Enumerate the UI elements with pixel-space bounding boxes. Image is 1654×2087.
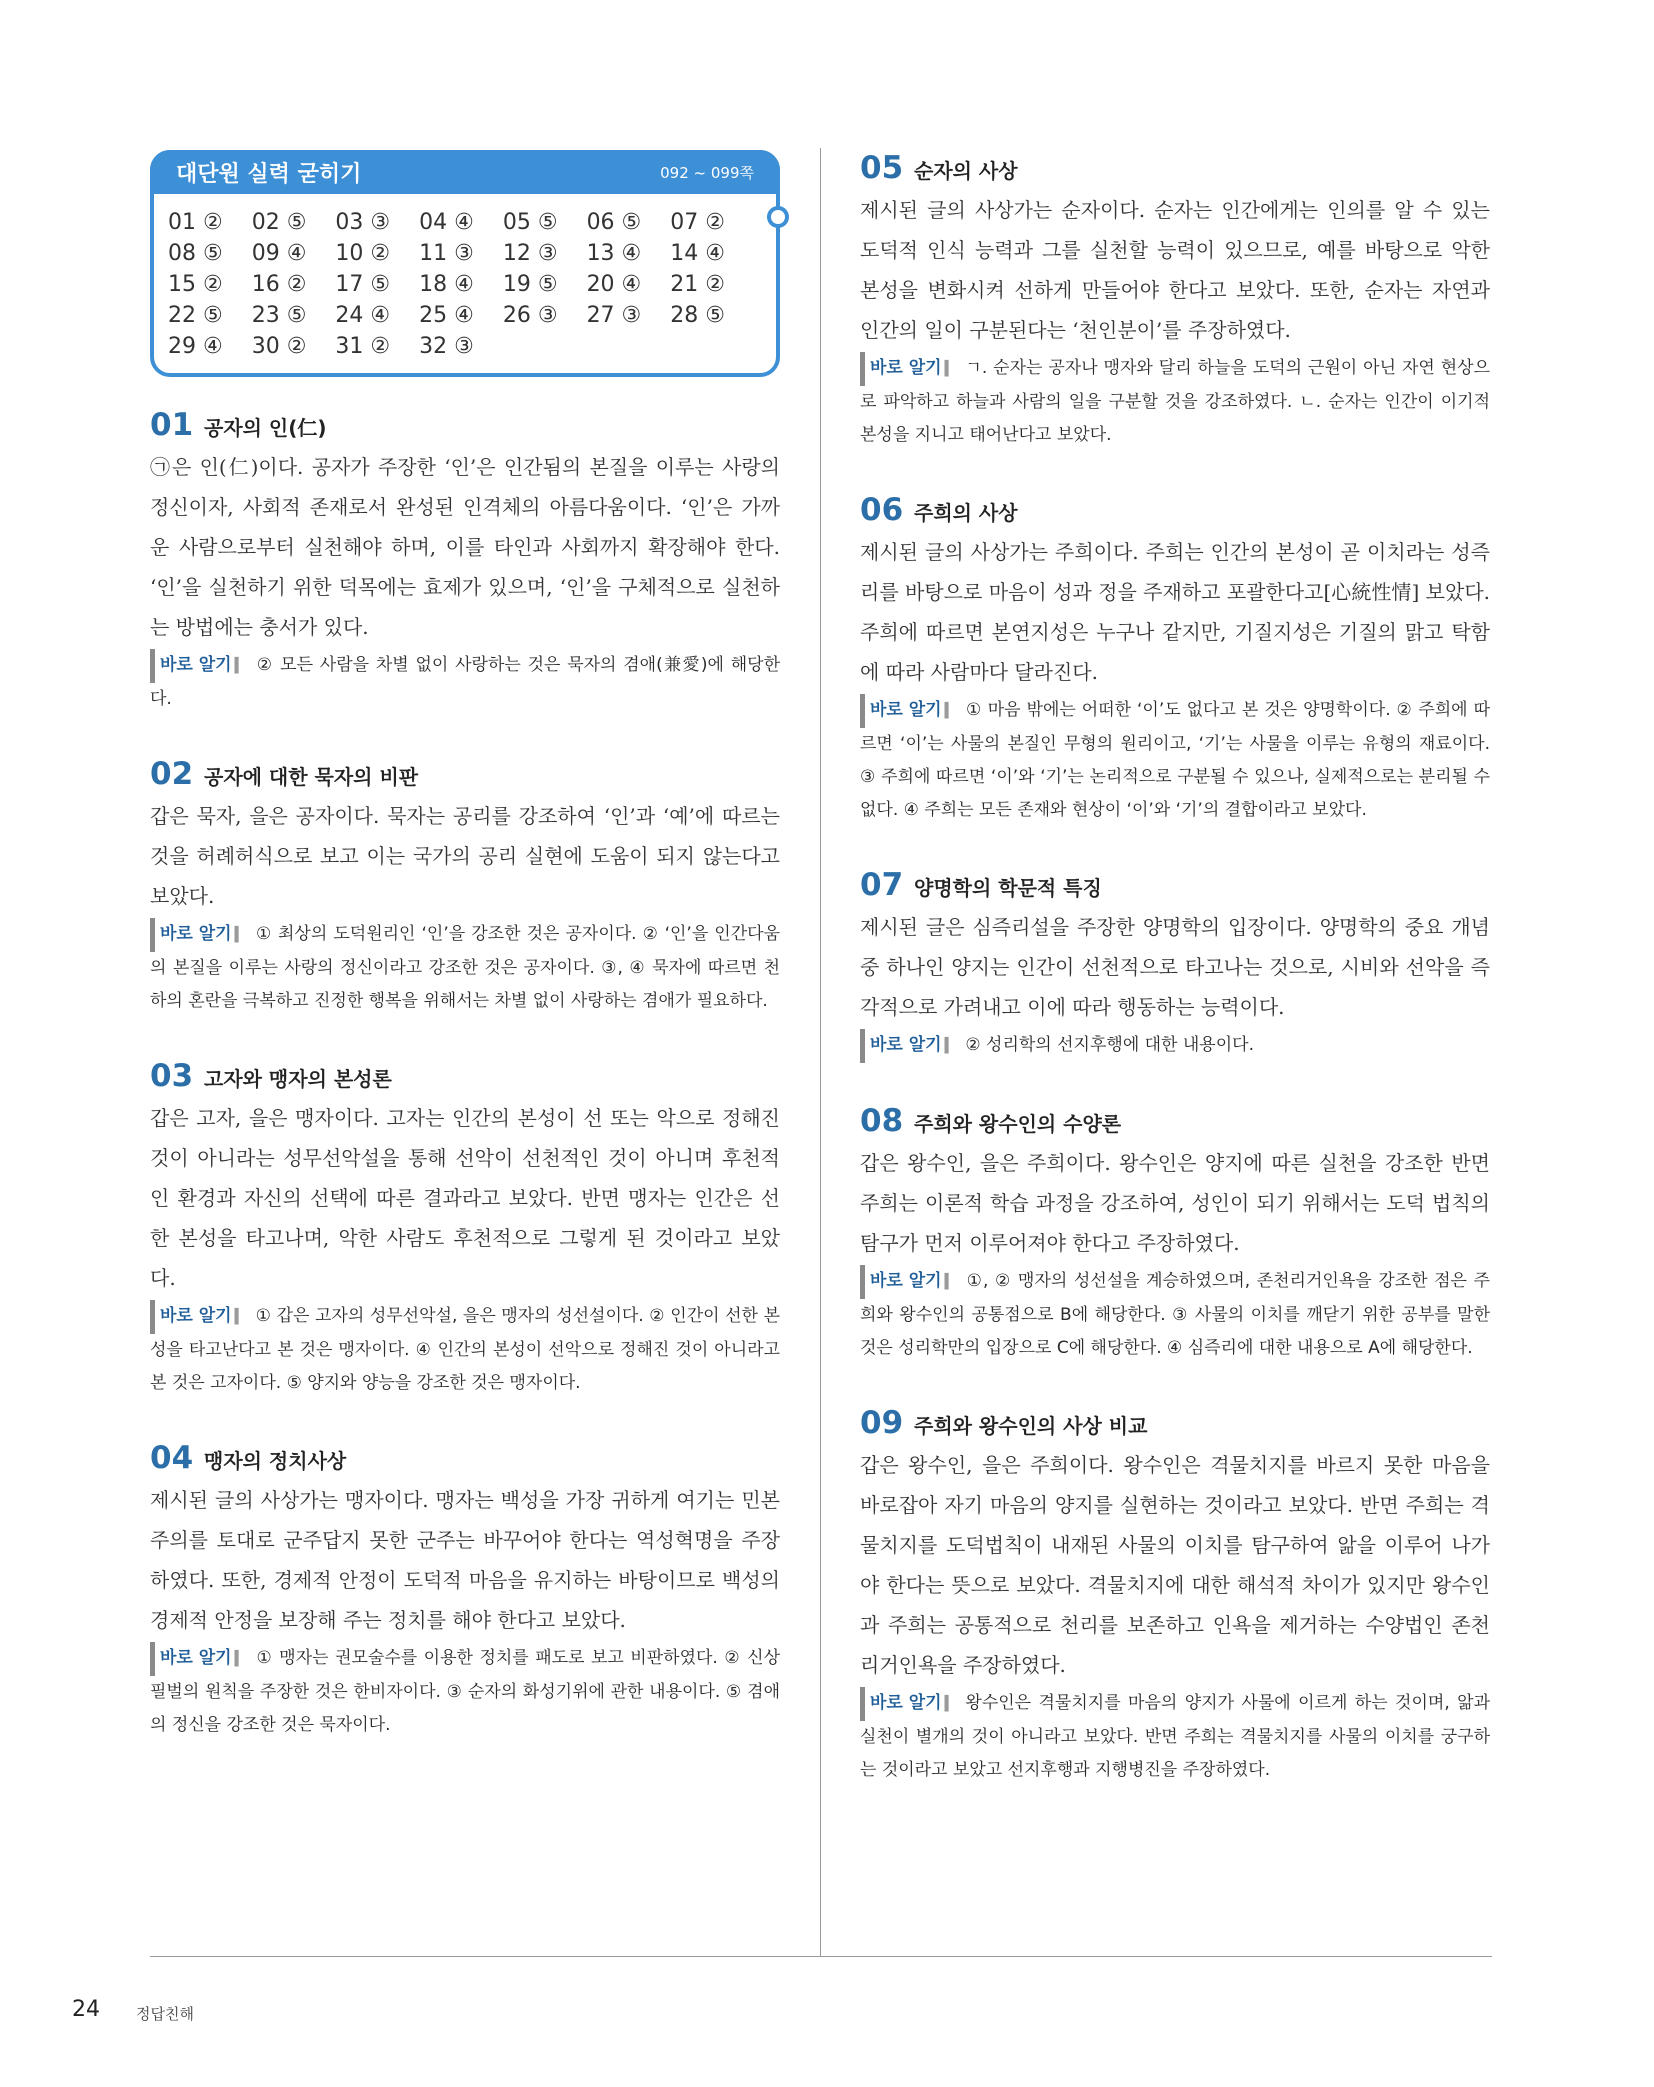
answer-item: 06 ⑤	[586, 210, 642, 235]
section-note	[150, 1300, 780, 1400]
section-note	[860, 1687, 1490, 1787]
answer-item: 13 ④	[586, 241, 642, 266]
answer-item: 24 ④	[335, 303, 391, 328]
answer-item: 25 ④	[419, 303, 474, 328]
section-title: 양명학의 학문적 특징	[914, 876, 1102, 900]
answer-section	[150, 1058, 780, 1400]
answer-grid	[168, 210, 754, 359]
section-number: 07	[860, 867, 904, 903]
section-title: 맹자의 정치사상	[204, 1449, 347, 1473]
answer-section	[860, 1103, 1490, 1365]
section-header	[860, 1103, 1490, 1139]
answer-box-header	[150, 150, 780, 194]
section-body: 갑은 묵자, 을은 공자이다. 묵자는 공리를 강조하여 ‘인’과 ‘예’에 따르는 것을 허례허식으로 보고 이는 국가의 공리 실현에 도움이 되지 않는다고 보았다.	[150, 804, 780, 908]
note-text: 왕수인은 격물치지를 마음의 양지가 사물에 이르게 하는 것이며, 앎과 실천이 별개의 것이 아니라고 보았다. 반면 주희는 격물치지를 사물의 이치를 궁구하는 것이라고 보았고 선지후행과 지행병진을 주장하였다.	[860, 1693, 1490, 1780]
ring-icon	[767, 206, 789, 228]
section-note	[150, 1642, 780, 1742]
answer-item: 21 ②	[670, 272, 725, 297]
section-title: 고자와 맹자의 본성론	[204, 1067, 392, 1091]
answer-item: 15 ②	[168, 272, 223, 297]
note-text: ② 모든 사람을 차별 없이 사랑하는 것은 묵자의 겸애(兼愛)에 해당한다.	[150, 655, 780, 709]
section-number: 05	[860, 150, 904, 186]
note-text: ② 성리학의 선지후행에 대한 내용이다.	[965, 1035, 1254, 1055]
right-column	[860, 150, 1490, 1827]
section-header	[860, 492, 1490, 528]
bottom-rule	[150, 1956, 1492, 1957]
answer-item: 02 ⑤	[251, 210, 307, 235]
section-header	[150, 1440, 780, 1476]
answer-box-title: 대단원 실력 굳히기	[176, 162, 362, 187]
section-note	[150, 649, 780, 716]
left-sections	[150, 407, 780, 1742]
section-note	[860, 1265, 1490, 1365]
answer-item: 03 ③	[335, 210, 391, 235]
answer-item: 29 ④	[168, 334, 223, 359]
answer-item: 04 ④	[419, 210, 474, 235]
section-number: 08	[860, 1103, 904, 1139]
section-number: 02	[150, 756, 194, 792]
answer-item: 07 ②	[670, 210, 725, 235]
section-body: 제시된 글의 사상가는 맹자이다. 맹자는 백성을 가장 귀하게 여기는 민본주의를 토대로 군주답지 못한 군주는 바꾸어야 한다는 역성혁명을 주장하였다. 또한, 경제적 안정이 도덕적 마음을 유지하는 바탕이므로 백성의 경제적 안정을 보장해 주는 정치를 해야 한다고 보았다.	[150, 1488, 780, 1632]
answer-item: 23 ⑤	[251, 303, 307, 328]
section-title: 주희의 사상	[914, 501, 1018, 525]
section-note	[860, 1029, 1490, 1063]
answer-item: 28 ⑤	[670, 303, 725, 328]
answer-item: 05 ⑤	[502, 210, 558, 235]
answer-item: 30 ②	[251, 334, 307, 359]
answer-section	[860, 150, 1490, 452]
note-label: 바로 알기 ▍	[860, 1029, 955, 1063]
section-title: 순자의 사상	[914, 159, 1018, 183]
note-label: 바로 알기 ▍	[150, 918, 245, 952]
answer-item: 10 ②	[335, 241, 391, 266]
section-title: 공자의 인(仁)	[204, 416, 327, 440]
section-note	[860, 352, 1490, 452]
page-number: 24	[72, 1997, 100, 2022]
answer-section	[150, 1440, 780, 1742]
section-number: 01	[150, 407, 194, 443]
note-label: 바로 알기 ▍	[860, 694, 955, 728]
note-label: 바로 알기 ▍	[150, 1642, 245, 1676]
section-body: ㉠은 인(仁)이다. 공자가 주장한 ‘인’은 인간됨의 본질을 이루는 사랑의 정신이자, 사회적 존재로서 완성된 인격체의 아름다움이다. ‘인’은 가까운 사람으로부터 실천해야 하며, 이를 타인과 사회까지 확장해야 한다. ‘인’을 실천하기 위한 덕목에는 효제가 있으며, ‘인’을 구체적으로 실천하는 방법에는 충서가 있다.	[150, 455, 780, 639]
answer-section	[860, 492, 1490, 827]
note-text: ① 갑은 고자의 성무선악설, 을은 맹자의 성선설이다. ② 인간이 선한 본성을 타고난다고 본 것은 맹자이다. ④ 인간의 본성이 선악으로 정해진 것이 아니라고 본 것은 고자이다. ⑤ 양지와 양능을 강조한 것은 맹자이다.	[150, 1306, 780, 1393]
answer-item: 26 ③	[502, 303, 558, 328]
note-text: ① 맹자는 권모술수를 이용한 정치를 패도로 보고 비판하였다. ② 신상필벌의 원칙을 주장한 것은 한비자이다. ③ 순자의 화성기위에 관한 내용이다. ⑤ 겸애의 정신을 강조한 것은 묵자이다.	[150, 1648, 780, 1735]
section-note	[150, 918, 780, 1018]
section-body: 갑은 고자, 을은 맹자이다. 고자는 인간의 본성이 선 또는 악으로 정해진 것이 아니라는 성무선악설을 통해 선악이 선천적인 것이 아니며 후천적인 환경과 자신의 선택에 따른 결과라고 보았다. 반면 맹자는 인간은 선한 본성을 타고나며, 악한 사람도 후천적으로 그렇게 된 것이라고 보았다.	[150, 1106, 780, 1290]
section-header	[150, 756, 780, 792]
answer-item: 12 ③	[502, 241, 558, 266]
note-label: 바로 알기 ▍	[860, 1265, 955, 1299]
answer-item: 22 ⑤	[168, 303, 223, 328]
section-body: 제시된 글의 사상가는 주희이다. 주희는 인간의 본성이 곧 이치라는 성즉리를 바탕으로 마음이 성과 정을 주재하고 포괄한다고[心統性情] 보았다. 주희에 따르면 본연지성은 누구나 같지만, 기질지성은 기질의 맑고 탁함에 따라 사람마다 달라진다.	[860, 540, 1490, 684]
answer-box-pages: 092 ~ 099쪽	[660, 164, 754, 182]
answer-item: 31 ②	[335, 334, 391, 359]
note-label: 바로 알기 ▍	[150, 1300, 245, 1334]
note-label: 바로 알기 ▍	[150, 649, 245, 683]
answer-item: 27 ③	[586, 303, 642, 328]
note-text: ① 최상의 도덕원리인 ‘인’을 강조한 것은 공자이다. ② ‘인’을 인간다움의 본질을 이루는 사랑의 정신이라고 강조한 것은 공자이다. ③, ④ 묵자에 따르면 천하의 혼란을 극복하고 진정한 행복을 위해서는 차별 없이 사랑하는 겸애가 필요하다.	[150, 924, 780, 1011]
column-divider	[820, 148, 821, 1956]
answer-item: 14 ④	[670, 241, 725, 266]
note-label: 바로 알기 ▍	[860, 352, 955, 386]
section-body: 제시된 글은 심즉리설을 주장한 양명학의 입장이다. 양명학의 중요 개념 중 하나인 양지는 인간이 선천적으로 타고나는 것으로, 시비와 선악을 즉각적으로 가려내고 이에 따라 행동하는 능력이다.	[860, 915, 1490, 1019]
section-note	[860, 694, 1490, 827]
section-number: 09	[860, 1405, 904, 1441]
section-title: 공자에 대한 묵자의 비판	[204, 765, 419, 789]
section-header	[860, 150, 1490, 186]
answer-item: 11 ③	[419, 241, 474, 266]
section-number: 03	[150, 1058, 194, 1094]
note-text: ㄱ. 순자는 공자나 맹자와 달리 하늘을 도덕의 근원이 아닌 자연 현상으로 파악하고 하늘과 사람의 일을 구분할 것을 강조하였다. ㄴ. 순자는 인간이 이기적 본성을 지니고 태어난다고 보았다.	[860, 358, 1490, 445]
left-column	[150, 150, 780, 1782]
answer-section	[150, 756, 780, 1018]
section-header	[860, 1405, 1490, 1441]
answer-section	[860, 1405, 1490, 1787]
answer-item: 16 ②	[251, 272, 307, 297]
section-body: 갑은 왕수인, 을은 주희이다. 왕수인은 격물치지를 바르지 못한 마음을 바로잡아 자기 마음의 양지를 실현하는 것이라고 보았다. 반면 주희는 격물치지를 도덕법칙이 내재된 사물의 이치를 탐구하여 앎을 이루어 나가야 한다는 뜻으로 보았다. 격물치지에 대한 해석적 차이가 있지만 왕수인과 주희는 공통적으로 천리를 보존하고 인욕을 제거하는 수양법인 존천리거인욕을 주장하였다.	[860, 1453, 1490, 1677]
answer-item: 20 ④	[586, 272, 642, 297]
answer-item: 18 ④	[419, 272, 474, 297]
section-body: 제시된 글의 사상가는 순자이다. 순자는 인간에게는 인의를 알 수 있는 도덕적 인식 능력과 그를 실천할 능력이 있으므로, 예를 바탕으로 악한 본성을 변화시켜 선하게 만들어야 한다고 보았다. 또한, 순자는 자연과 인간의 일이 구분된다는 ‘천인분이’를 주장하였다.	[860, 198, 1490, 342]
section-number: 04	[150, 1440, 194, 1476]
section-title: 주희와 왕수인의 수양론	[914, 1112, 1122, 1136]
footer-label: 정답친해	[136, 2005, 194, 2023]
section-body: 갑은 왕수인, 을은 주희이다. 왕수인은 양지에 따른 실천을 강조한 반면 주희는 이론적 학습 과정을 강조하여, 성인이 되기 위해서는 도덕 법칙의 탐구가 먼저 이루어져야 한다고 주장하였다.	[860, 1151, 1490, 1255]
answer-item: 01 ②	[168, 210, 223, 235]
answer-section	[150, 407, 780, 716]
note-text: ① 마음 밖에는 어떠한 ‘이’도 없다고 본 것은 양명학이다. ② 주희에 따르면 ‘이’는 사물의 본질인 무형의 원리이고, ‘기’는 사물을 이루는 유형의 재료이다. ③ 주희에 따르면 ‘이’와 ‘기’는 논리적으로 구분될 수 있으나, 실제적으로는 분리될 수 없다. ④ 주희는 모든 존재와 현상이 ‘이’와 ‘기’의 결합이라고 보았다.	[860, 700, 1490, 820]
section-title: 주희와 왕수인의 사상 비교	[914, 1414, 1148, 1438]
section-header	[150, 407, 780, 443]
answer-item: 17 ⑤	[335, 272, 391, 297]
answer-item: 09 ④	[251, 241, 307, 266]
answer-item: 32 ③	[419, 334, 474, 359]
note-label: 바로 알기 ▍	[860, 1687, 955, 1721]
answer-section	[860, 867, 1490, 1063]
section-number: 06	[860, 492, 904, 528]
answer-box	[150, 150, 780, 377]
answer-item: 19 ⑤	[502, 272, 558, 297]
section-header	[150, 1058, 780, 1094]
answer-item: 08 ⑤	[168, 241, 223, 266]
note-text: ①, ② 맹자의 성선설을 계승하였으며, 존천리거인욕을 강조한 점은 주희와 왕수인의 공통점으로 B에 해당한다. ③ 사물의 이치를 깨닫기 위한 공부를 말한 것은 성리학만의 입장으로 C에 해당한다. ④ 심즉리에 대한 내용으로 A에 해당한다.	[860, 1271, 1490, 1358]
section-header	[860, 867, 1490, 903]
right-sections	[860, 150, 1490, 1787]
